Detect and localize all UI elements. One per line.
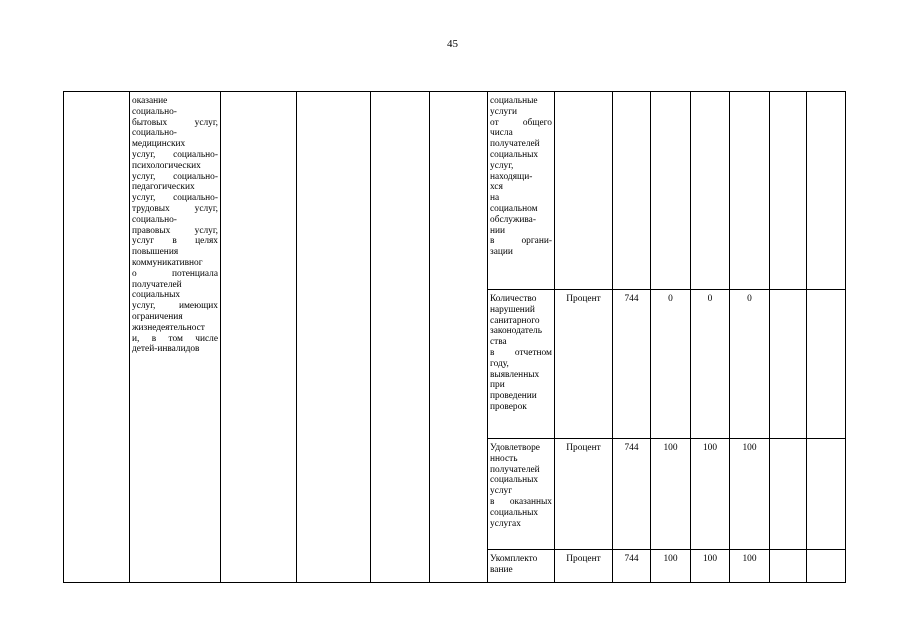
- text-line: ства: [490, 337, 507, 348]
- page-number: 45: [447, 38, 458, 50]
- text-line: детей-инвалидов: [132, 344, 200, 355]
- text-line: услуг, имеющих: [132, 301, 218, 312]
- text-line: при: [490, 380, 505, 391]
- indicator-text: [490, 443, 552, 529]
- text-line: выявленных: [490, 369, 540, 380]
- indicator-text: [490, 554, 552, 576]
- text-line: услуг,: [490, 160, 514, 171]
- text-line: услугах: [490, 518, 521, 529]
- indicator-cell: [488, 290, 555, 439]
- text-line: законодатель: [490, 326, 542, 337]
- text-line: в оказанных: [490, 496, 552, 507]
- text-line: ограничения: [132, 311, 183, 322]
- cell-empty: [770, 550, 807, 583]
- text-line: социальных: [490, 149, 539, 160]
- text-line: социальных: [490, 475, 539, 486]
- value-cell: 0: [651, 290, 691, 439]
- unit-cell: Процент: [555, 550, 613, 583]
- cell-empty: [807, 550, 846, 583]
- code-cell: 744: [613, 439, 651, 550]
- text-line: бытовых услуг,: [132, 117, 218, 128]
- text-line: коммуникативног: [132, 257, 203, 268]
- text-line: услуг, социально-: [132, 193, 218, 204]
- service-description-cell: [130, 92, 221, 583]
- table-row: [64, 92, 846, 290]
- cell-empty: [807, 92, 846, 290]
- text-line: социально-: [132, 106, 177, 117]
- text-line: услуг: [490, 486, 513, 497]
- unit-cell: Процент: [555, 439, 613, 550]
- text-line: социальные: [490, 96, 538, 106]
- code-cell: 744: [613, 550, 651, 583]
- indicator-cell: [488, 439, 555, 550]
- text-line: оказание: [132, 96, 168, 106]
- indicator-cell: [488, 92, 555, 290]
- text-line: от общего: [490, 117, 552, 128]
- text-line: трудовых услуг,: [132, 203, 218, 214]
- text-line: медицинских: [132, 139, 186, 150]
- text-line: вание: [490, 564, 513, 575]
- text-line: получателей: [132, 279, 182, 290]
- text-line: хся: [490, 182, 503, 193]
- text-line: нии: [490, 225, 506, 236]
- value-cell: 100: [730, 439, 770, 550]
- value-cell: 100: [730, 550, 770, 583]
- cell-empty-col5: [371, 92, 430, 583]
- text-line: социальных: [490, 507, 539, 518]
- text-line: на: [490, 193, 500, 204]
- text-line: санитарного: [490, 315, 540, 326]
- cell-empty-col4: [297, 92, 371, 583]
- text-line: нарушений: [490, 304, 535, 315]
- cell-empty-col1: [64, 92, 130, 583]
- value-cell: 100: [691, 550, 730, 583]
- text-line: жизнедеятельност: [132, 322, 205, 333]
- value-cell: 0: [730, 290, 770, 439]
- text-line: зации: [490, 247, 513, 258]
- text-line: правовых услуг,: [132, 225, 218, 236]
- unit-cell: Процент: [555, 290, 613, 439]
- text-line: получателей: [490, 464, 540, 475]
- text-line: социальном: [490, 203, 538, 214]
- value-cell: [691, 92, 730, 290]
- text-line: в органи-: [490, 236, 552, 247]
- cell-empty: [770, 92, 807, 290]
- text-line: услуги: [490, 106, 518, 117]
- value-cell: 100: [691, 439, 730, 550]
- text-line: социально-: [132, 128, 177, 139]
- text-line: о потенциала: [132, 268, 218, 279]
- code-cell: 744: [613, 290, 651, 439]
- cell-empty-col6: [430, 92, 488, 583]
- text-line: получателей: [490, 139, 540, 150]
- text-line: услуг, социально-: [132, 149, 218, 160]
- unit-cell: [555, 92, 613, 290]
- value-cell: 100: [651, 550, 691, 583]
- text-line: Укомплекто: [490, 554, 538, 564]
- cell-empty: [807, 290, 846, 439]
- text-line: повышения: [132, 247, 179, 258]
- text-line: числа: [490, 128, 513, 139]
- cell-empty-col3: [221, 92, 297, 583]
- service-description: [132, 96, 218, 355]
- text-line: социальных: [132, 290, 181, 301]
- text-line: нность: [490, 453, 518, 464]
- text-line: Удовлетворе: [490, 443, 540, 453]
- indicator-text: [490, 96, 552, 258]
- value-cell: [651, 92, 691, 290]
- text-line: и, в том числе: [132, 333, 218, 344]
- text-line: услуг в целях: [132, 236, 218, 247]
- text-line: году,: [490, 358, 509, 369]
- value-cell: 0: [691, 290, 730, 439]
- text-line: Количество: [490, 294, 537, 304]
- text-line: социально-: [132, 214, 177, 225]
- indicator-text: [490, 294, 552, 413]
- value-cell: 100: [651, 439, 691, 550]
- text-line: проведении: [490, 391, 537, 402]
- text-line: проверок: [490, 401, 527, 412]
- text-line: педагогических: [132, 182, 195, 193]
- cell-empty: [770, 439, 807, 550]
- text-line: обслужива-: [490, 214, 536, 225]
- code-cell: [613, 92, 651, 290]
- value-cell: [730, 92, 770, 290]
- indicator-cell: [488, 550, 555, 583]
- text-line: услуг, социально-: [132, 171, 218, 182]
- text-line: психологических: [132, 160, 201, 171]
- cell-empty: [807, 439, 846, 550]
- services-table: [63, 91, 846, 583]
- cell-empty: [770, 290, 807, 439]
- text-line: в отчетном: [490, 347, 552, 358]
- text-line: находящи-: [490, 171, 533, 182]
